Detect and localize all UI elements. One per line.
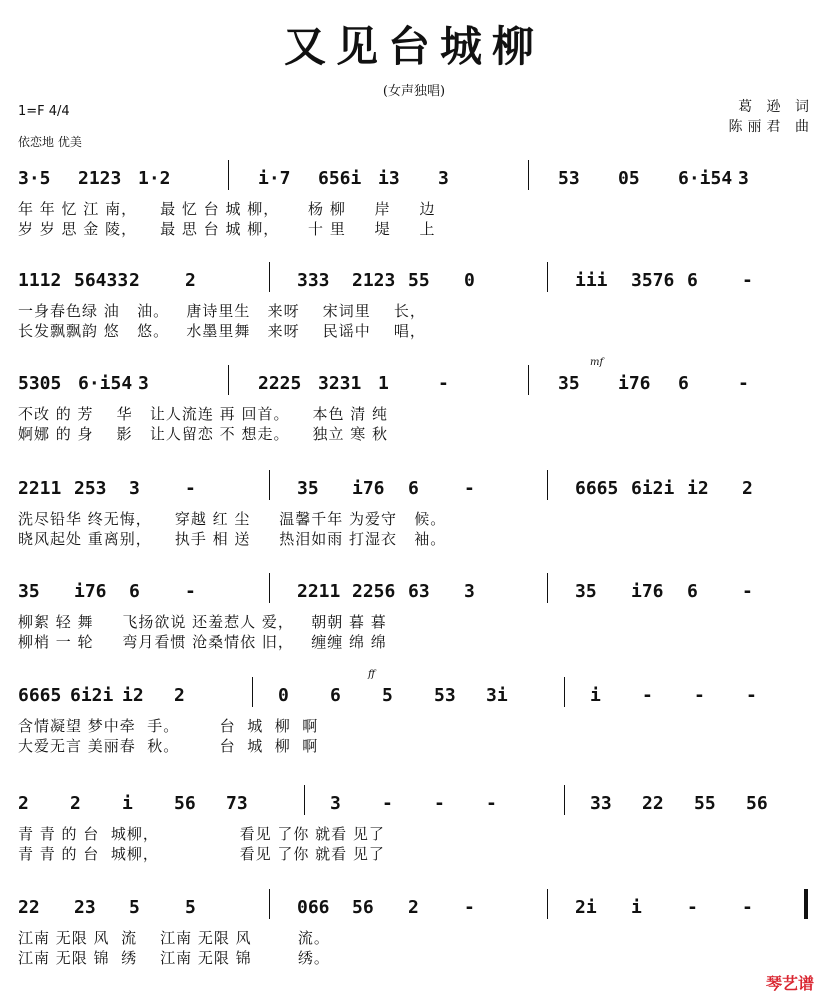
bar-line (269, 262, 270, 292)
lyric-verse-2: 青 青 的 台 城柳， 看见 了你 就看 见了 (18, 845, 385, 863)
lyric-verse-1: 江南 无限 风 流 江南 无限 风 流。 (18, 929, 330, 947)
note-group: 3i (486, 685, 508, 706)
note-group: i (590, 685, 601, 706)
note-group: - (382, 793, 393, 814)
note-group: 3 (330, 793, 341, 814)
note-group: i76 (352, 478, 385, 499)
note-group: i (122, 793, 133, 814)
lyric-verse-1: 含情凝望 梦中牵 手。 台 城 柳 啊 (18, 717, 319, 735)
note-group: iii (575, 270, 608, 291)
note-group: - (742, 270, 753, 291)
note-group: 63 (408, 581, 430, 602)
bar-line (528, 365, 529, 395)
note-group: 5 (129, 897, 140, 918)
note-group: 22 (642, 793, 664, 814)
note-group: 253 (74, 478, 107, 499)
note-group: 3576 (631, 270, 675, 291)
score-system (18, 677, 810, 777)
note-group: 22 (18, 897, 40, 918)
note-group: 5 (185, 897, 196, 918)
note-group: 35 (18, 581, 40, 602)
note-group: 6·i54 (678, 168, 733, 189)
note-group: 1·2 (138, 168, 171, 189)
bar-line (564, 677, 565, 707)
watermark-logo: 琴艺谱 (765, 974, 814, 993)
note-group: 5 (382, 685, 393, 706)
dynamic-marking: mf (590, 357, 604, 368)
note-group: 6665 (18, 685, 62, 706)
note-group: - (185, 581, 196, 602)
bar-line (228, 365, 229, 395)
bar-line (547, 889, 548, 919)
note-line (18, 573, 810, 603)
note-group: - (738, 373, 749, 394)
note-group: 1112 (18, 270, 62, 291)
lyric-verse-2: 晓风起处 重离别， 执手 相 送 热泪如雨 打湿衣 袖。 (18, 530, 447, 548)
note-group: 066 (297, 897, 330, 918)
note-group: i76 (74, 581, 107, 602)
note-group: 656i (318, 168, 362, 189)
note-group: - (486, 793, 497, 814)
note-group: - (687, 897, 698, 918)
note-group: 23 (74, 897, 96, 918)
note-group: 6 (129, 581, 140, 602)
note-group: 2225 (258, 373, 302, 394)
note-group: 6 (330, 685, 341, 706)
note-line (18, 470, 810, 500)
score-system (18, 365, 810, 465)
note-group: i76 (631, 581, 664, 602)
lyric-verse-2: 柳梢 一 轮 弯月看惯 沧桑情依 旧， 缠缠 绵 绵 (18, 633, 387, 651)
note-group: - (694, 685, 705, 706)
note-group: 56 (352, 897, 374, 918)
note-group: 333 (297, 270, 330, 291)
note-group: - (642, 685, 653, 706)
note-group: 2i (575, 897, 597, 918)
note-group: i3 (378, 168, 400, 189)
composer-credit: 陈丽君 曲 (728, 119, 814, 135)
lyric-verse-1: 不改 的 芳 华 让人流连 再 回首。 本色 清 纯 (18, 405, 389, 423)
note-group: 6 (408, 478, 419, 499)
note-group: 2 (174, 685, 185, 706)
note-group: i2 (687, 478, 709, 499)
note-group: 2211 (297, 581, 341, 602)
note-group: i (631, 897, 642, 918)
note-group: 35 (558, 373, 580, 394)
lyricist-credit: 葛 逊 词 (738, 99, 814, 115)
score-system (18, 262, 810, 362)
note-line (18, 785, 810, 815)
note-group: - (438, 373, 449, 394)
note-group: 3 (738, 168, 749, 189)
note-group: 2 (70, 793, 81, 814)
lyric-verse-2: 大爱无言 美丽春 秋。 台 城 柳 啊 (18, 737, 319, 755)
tempo-marking: 依恋地 优美 (18, 135, 82, 149)
note-group: 6665 (575, 478, 619, 499)
bar-line (304, 785, 305, 815)
key-signature: 1=F 4/4 (18, 104, 70, 119)
score-system (18, 785, 810, 885)
note-group: - (464, 897, 475, 918)
note-group: 73 (226, 793, 248, 814)
note-group: - (746, 685, 757, 706)
lyric-verse-1: 柳絮 轻 舞 飞扬欲说 还羞惹人 爱， 朝朝 暮 暮 (18, 613, 387, 631)
note-group: 05 (618, 168, 640, 189)
note-group: 2256 (352, 581, 396, 602)
note-group: - (434, 793, 445, 814)
score-system (18, 573, 810, 673)
note-group: 6 (687, 270, 698, 291)
bar-line (564, 785, 565, 815)
note-group: 2123 (352, 270, 396, 291)
note-group: 2211 (18, 478, 62, 499)
note-group: 3 (464, 581, 475, 602)
note-group: 53 (434, 685, 456, 706)
dynamic-marking: ff (368, 669, 376, 680)
bar-line (547, 573, 548, 603)
lyric-verse-2: 江南 无限 锦 绣 江南 无限 锦 绣。 (18, 949, 330, 967)
bar-line (269, 470, 270, 500)
note-group: 56433 (74, 270, 129, 291)
score-subtitle: (女声独唱) (382, 84, 446, 99)
note-group: 5305 (18, 373, 62, 394)
note-line (18, 889, 810, 919)
note-group: - (742, 897, 753, 918)
note-group: 0 (464, 270, 475, 291)
note-group: 3·5 (18, 168, 51, 189)
note-group: - (464, 478, 475, 499)
bar-line (547, 262, 548, 292)
note-group: - (742, 581, 753, 602)
score-system (18, 470, 810, 570)
note-line (18, 365, 810, 395)
bar-line (269, 573, 270, 603)
note-group: 3231 (318, 373, 362, 394)
note-group: 3 (129, 478, 140, 499)
bar-line (547, 470, 548, 500)
note-group: - (185, 478, 196, 499)
lyric-verse-1: 青 青 的 台 城柳， 看见 了你 就看 见了 (18, 825, 385, 843)
bar-line (228, 160, 229, 190)
note-group: 2 (185, 270, 196, 291)
note-group: 6·i54 (78, 373, 133, 394)
lyric-verse-2: 婀娜 的 身 影 让人留恋 不 想走。 独立 寒 秋 (18, 425, 389, 443)
note-group: 53 (558, 168, 580, 189)
score-system (18, 889, 810, 989)
note-group: 3 (438, 168, 449, 189)
lyric-verse-1: 年 年 忆 江 南， 最 忆 台 城 柳， 杨 柳 岸 边 (18, 200, 436, 218)
note-line (18, 677, 810, 707)
note-group: 1 (378, 373, 389, 394)
bar-line (269, 889, 270, 919)
note-group: 55 (408, 270, 430, 291)
note-group: 3 (138, 373, 149, 394)
final-bar-line (804, 889, 808, 919)
note-group: 2 (129, 270, 140, 291)
note-group: 35 (575, 581, 597, 602)
note-group: i·7 (258, 168, 291, 189)
note-group: 2 (18, 793, 29, 814)
note-line (18, 262, 810, 292)
lyric-verse-2: 岁 岁 思 金 陵， 最 思 台 城 柳， 十 里 堤 上 (18, 220, 436, 238)
score-title: 又见台城柳 (283, 22, 544, 71)
note-group: 6i2i (70, 685, 114, 706)
note-group: 6i2i (631, 478, 675, 499)
note-group: i76 (618, 373, 651, 394)
note-group: 0 (278, 685, 289, 706)
note-group: 6 (687, 581, 698, 602)
lyric-verse-2: 长发飘飘韵 悠 悠。 水墨里舞 来呀 民谣中 唱， (18, 322, 426, 340)
note-group: 55 (694, 793, 716, 814)
note-group: 6 (678, 373, 689, 394)
note-group: i2 (122, 685, 144, 706)
lyric-verse-1: 一身春色绿 油 油。 唐诗里生 来呀 宋词里 长， (18, 302, 426, 320)
bar-line (528, 160, 529, 190)
note-group: 33 (590, 793, 612, 814)
note-group: 2123 (78, 168, 122, 189)
note-group: 2 (408, 897, 419, 918)
lyric-verse-1: 洗尽铅华 终无悔， 穿越 红 尘 温馨千年 为爱守 候。 (18, 510, 447, 528)
note-group: 56 (746, 793, 768, 814)
bar-line (252, 677, 253, 707)
note-line (18, 160, 810, 190)
note-group: 35 (297, 478, 319, 499)
score-system (18, 160, 810, 260)
note-group: 56 (174, 793, 196, 814)
note-group: 2 (742, 478, 753, 499)
